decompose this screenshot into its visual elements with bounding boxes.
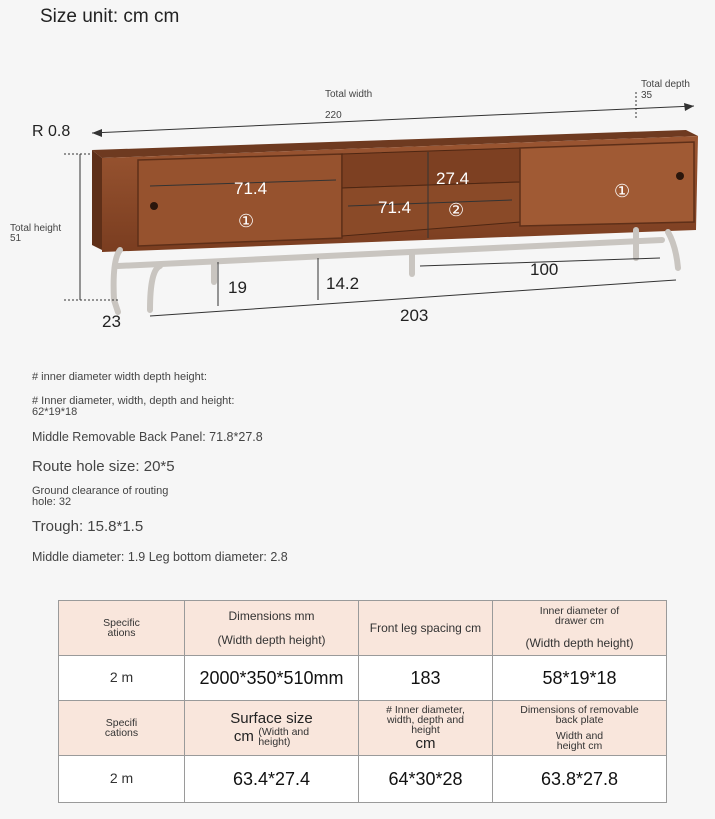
- middle-drawer-top: [342, 148, 520, 188]
- note-trough: Trough: 15.8*1.5: [32, 518, 144, 535]
- note-route-hole: Route hole size: 20*5: [32, 458, 175, 475]
- header-surface-size: Surface size cm (Width and height): [185, 701, 359, 756]
- drawer-marker: ②: [448, 200, 465, 221]
- cell-spec: 2 m: [59, 656, 185, 701]
- middle-height: 27.4: [436, 169, 470, 188]
- page-title: Size unit: cm cm: [40, 6, 180, 27]
- cell-back-plate: 63.8*27.8: [493, 756, 667, 803]
- door-marker-left: ①: [238, 211, 255, 232]
- header-dimensions: Dimensions mm (Width depth height): [185, 601, 359, 656]
- cell-spec-2: 2 m: [59, 756, 185, 803]
- total-depth-label: Total depth: [641, 79, 690, 90]
- cell-dimensions: 2000*350*510mm: [185, 656, 359, 701]
- header-inner-diameter: # Inner diameter, width, depth and height cm: [359, 701, 493, 756]
- table-header-row: [59, 601, 667, 656]
- total-height-label: Total height: [10, 223, 62, 234]
- note-diameters: Middle diameter: 1.9 Leg bottom diameter: 2.8: [32, 550, 288, 564]
- note-ground-clearance: Ground clearance of routing: [32, 485, 169, 497]
- leg-spacing: 100: [530, 260, 559, 279]
- note-inner-diameter: # inner diameter width depth height:: [32, 371, 207, 383]
- header-drawer-inner: Inner diameter of drawer cm (Width depth height): [493, 601, 667, 656]
- cell-drawer-inner: 58*19*18: [493, 656, 667, 701]
- cell-front-leg: 183: [359, 656, 493, 701]
- total-width-value: 220: [325, 110, 342, 121]
- left-door-handle: [150, 202, 158, 210]
- door-marker-right: ①: [614, 181, 631, 202]
- right-door: [520, 142, 694, 226]
- cabinet-body: [92, 150, 102, 250]
- total-depth-value: 35: [641, 90, 653, 101]
- note-inner-diameter-2-value: 62*19*18: [32, 406, 78, 418]
- total-width-label: Total width: [325, 89, 373, 100]
- middle-drawer-width: 71.4: [378, 198, 412, 217]
- header-specifications: Specific ations: [59, 601, 185, 656]
- total-height-value: 51: [10, 233, 22, 244]
- inner-width: 203: [400, 306, 429, 325]
- table-row: [59, 756, 667, 803]
- leg-offset: 23: [102, 312, 121, 330]
- spec-table: [58, 600, 667, 803]
- note-inner-diameter-2: # Inner diameter, width, depth and height:: [32, 395, 235, 407]
- radius-label: R 0.8: [32, 123, 71, 140]
- table-row: [59, 656, 667, 701]
- cell-surface-size: 63.4*27.4: [185, 756, 359, 803]
- right-door-handle: [676, 172, 684, 180]
- note-ground-clearance-value: hole: 32: [32, 496, 72, 508]
- left-door: [138, 154, 342, 246]
- tv-cabinet-dimension-diagram: [0, 70, 715, 330]
- header-back-plate: Dimensions of removable back plate Width and height cm: [493, 701, 667, 756]
- header-specifications-2: Specifi cations: [59, 701, 185, 756]
- left-door-width: 71.4: [234, 179, 268, 198]
- leg-height: 19: [228, 278, 247, 297]
- table-header-row-2: [59, 701, 667, 756]
- ground-clearance: 14.2: [326, 274, 360, 293]
- header-front-leg-spacing: Front leg spacing cm: [359, 601, 493, 656]
- cell-inner-diameter: 64*30*28: [359, 756, 493, 803]
- note-back-panel: Middle Removable Back Panel: 71.8*27.8: [32, 430, 263, 444]
